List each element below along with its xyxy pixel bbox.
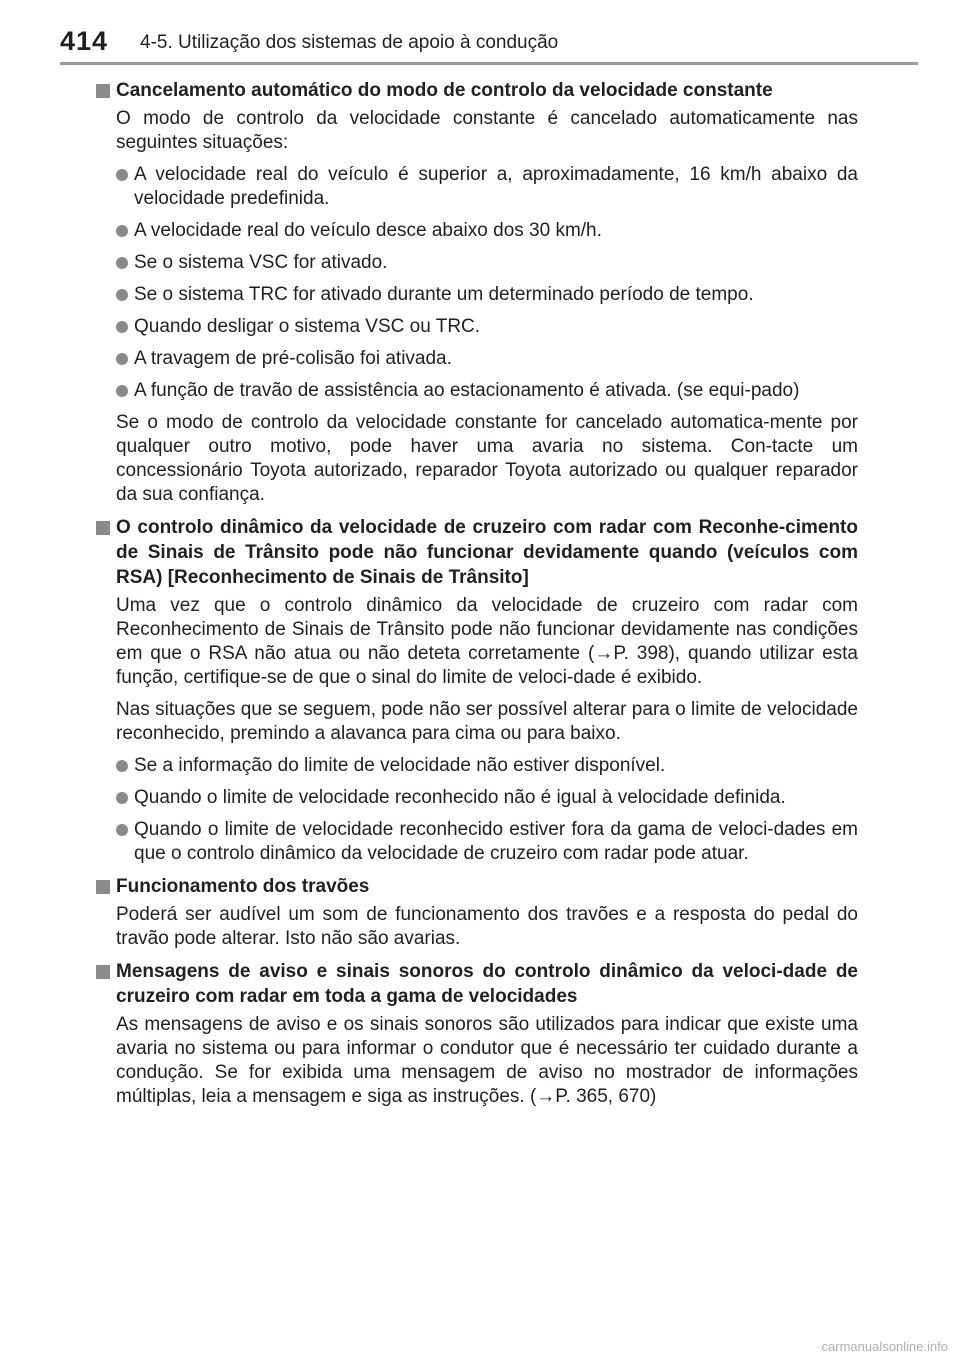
section	[96, 78, 858, 507]
list-item-text: Se a informação do limite de velocidade não estiver disponível.	[134, 755, 666, 776]
list-item-text: A função de travão de assistência ao estacionamento é ativada. (se equi-pado)	[134, 380, 800, 401]
list-item	[116, 315, 858, 339]
page-number: 414	[60, 26, 109, 56]
list-item	[116, 754, 858, 778]
square-bullet-icon	[96, 880, 110, 894]
list-item-text: Se o sistema VSC for ativado.	[134, 252, 388, 273]
round-bullet-icon	[116, 824, 128, 836]
section-heading	[96, 78, 858, 103]
list-item	[116, 219, 858, 243]
list-item-text: Quando o limite de velocidade reconhecido não é igual à velocidade definida.	[134, 787, 786, 808]
section-heading-text: Funcionamento dos travões	[116, 876, 370, 897]
round-bullet-icon	[116, 321, 128, 333]
square-bullet-icon	[96, 965, 110, 979]
watermark: carmanualsonline.info	[821, 1339, 948, 1354]
section-heading-text: Mensagens de aviso e sinais sonoros do controlo dinâmico da veloci-dade de cruzeiro com radar em toda a gama de velocidades	[116, 961, 858, 1007]
round-bullet-icon	[116, 289, 128, 301]
square-bullet-icon	[96, 84, 110, 98]
list-item-text: Quando desligar o sistema VSC ou TRC.	[134, 316, 481, 337]
paragraph: As mensagens de aviso e os sinais sonoros são utilizados para indicar que existe uma avaria no sistema ou para informar o condutor que é necessário ter cuidado durante a condução. Se for exibida uma mensagem de aviso no mostrador de informações múltiplas, leia a mensagem e siga as instruções. (→P. 365, 670)	[116, 1014, 858, 1107]
section-heading	[96, 515, 858, 590]
list-item-text: A travagem de pré-colisão foi ativada.	[134, 348, 452, 369]
section-heading	[96, 874, 858, 899]
round-bullet-icon	[116, 169, 128, 181]
list-item-text: Quando o limite de velocidade reconhecido estiver fora da gama de veloci-dades em que o controlo dinâmico da velocidade de cruzeiro com radar pode atuar.	[134, 819, 858, 864]
section	[96, 874, 858, 951]
paragraph: Uma vez que o controlo dinâmico da velocidade de cruzeiro com radar com Reconhecimento de Sinais de Trânsito pode não funcionar devidamente nas condições em que o RSA não atua ou não deteta corretamente (→P. 398), quando utilizar esta função, certifique-se de que o sinal do limite de veloci-dade é exibido.	[116, 595, 858, 688]
round-bullet-icon	[116, 257, 128, 269]
list-item-text: Se o sistema TRC for ativado durante um determinado período de tempo.	[134, 284, 754, 305]
bullet-list	[116, 163, 858, 403]
list-item	[116, 379, 858, 403]
list-item	[116, 163, 858, 211]
list-item	[116, 786, 858, 810]
round-bullet-icon	[116, 385, 128, 397]
section	[96, 959, 858, 1109]
section	[96, 515, 858, 866]
square-bullet-icon	[96, 521, 110, 535]
list-item	[116, 283, 858, 307]
header-divider	[60, 62, 918, 65]
section-heading-text: O controlo dinâmico da velocidade de cruzeiro com radar com Reconhe-cimento de Sinais de Trânsito pode não funcionar devidamente quando (veículos com RSA) [Reconhecimento de Sinais de Trânsito]	[116, 517, 858, 588]
section-heading-text: Cancelamento automático do modo de controlo da velocidade constante	[116, 80, 773, 101]
round-bullet-icon	[116, 353, 128, 365]
chapter-title: 4-5. Utilização dos sistemas de apoio à condução	[140, 32, 559, 53]
paragraph: Nas situações que se seguem, pode não ser possível alterar para o limite de velocidade reconhecido, premindo a alavanca para cima ou para baixo.	[116, 699, 858, 744]
list-item	[116, 347, 858, 371]
paragraph: Se o modo de controlo da velocidade constante for cancelado automatica-mente por qualquer outro motivo, pode haver uma avaria no sistema. Con-tacte um concessionário Toyota autorizado, reparador Toyota autorizado ou qualquer reparador da sua confiança.	[116, 412, 858, 505]
paragraph: Poderá ser audível um som de funcionamento dos travões e a resposta do pedal do travão pode alterar. Isto não são avarias.	[116, 904, 858, 949]
round-bullet-icon	[116, 760, 128, 772]
list-item	[116, 251, 858, 275]
page-header	[60, 22, 918, 62]
round-bullet-icon	[116, 792, 128, 804]
list-item-text: A velocidade real do veículo desce abaixo dos 30 km/h.	[134, 220, 602, 241]
paragraph: O modo de controlo da velocidade constante é cancelado automaticamente nas seguintes situações:	[116, 108, 858, 153]
bullet-list	[116, 754, 858, 866]
page-content	[96, 78, 858, 1117]
list-item	[116, 818, 858, 866]
list-item-text: A velocidade real do veículo é superior a, aproximadamente, 16 km/h abaixo da velocidade predefinida.	[134, 164, 858, 209]
round-bullet-icon	[116, 225, 128, 237]
section-heading	[96, 959, 858, 1009]
